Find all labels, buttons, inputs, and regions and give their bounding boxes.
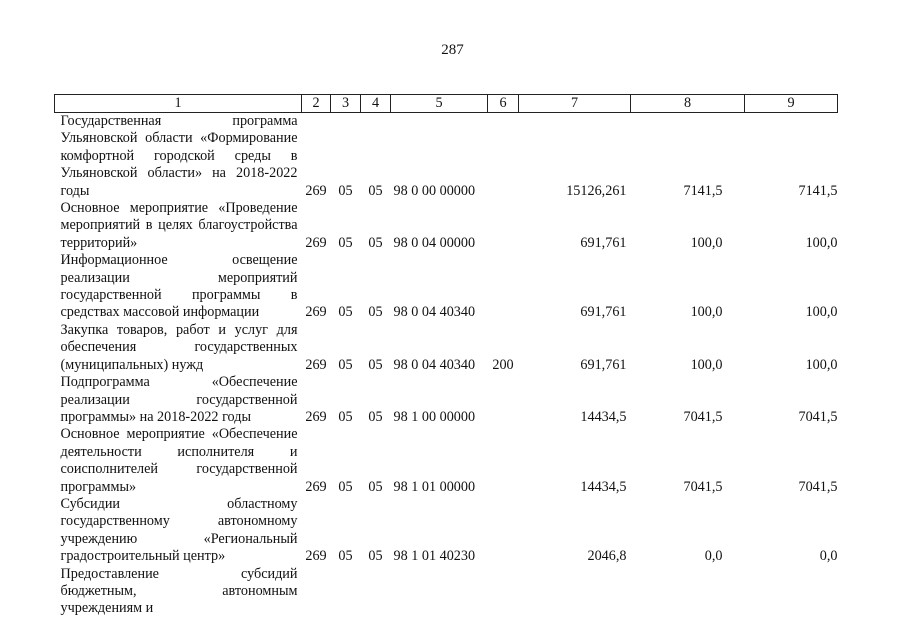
- row-target: [391, 566, 488, 618]
- row-name: Основное мероприятие «Обеспечение деятельности исполнителя и соисполнителей государственной программы»: [60, 426, 298, 495]
- header-col-7: 7: [519, 95, 631, 113]
- row-section: 05: [338, 304, 353, 321]
- row-value-9: [745, 566, 838, 618]
- table-row: [55, 322, 838, 374]
- row-target: 98 0 00 00000: [393, 182, 476, 199]
- row-ministry: 269: [305, 356, 327, 373]
- row-value-9: 100,0: [805, 234, 838, 251]
- row-subsection: 05: [368, 182, 383, 199]
- row-name: Государственная программа Ульяновской области «Формирование комфортной городской среды в Ульяновской области» на 2018-2022 годы: [60, 113, 298, 199]
- row-value-9: 0,0: [819, 548, 838, 565]
- row-ministry: 269: [305, 234, 327, 251]
- row-value-7: 691,761: [580, 356, 627, 373]
- row-value-7: [519, 566, 631, 618]
- row-subsection: 05: [368, 356, 383, 373]
- table-row: [55, 200, 838, 252]
- row-ministry: 269: [305, 408, 327, 425]
- row-subsection: 05: [368, 234, 383, 251]
- header-col-5: 5: [391, 95, 488, 113]
- row-value-9: 7141,5: [798, 182, 838, 199]
- row-value-8: 7041,5: [683, 478, 723, 495]
- row-section: [331, 566, 361, 618]
- row-type: 200: [492, 356, 514, 373]
- row-type: [488, 426, 519, 496]
- row-type: [488, 252, 519, 322]
- table-row: [55, 252, 838, 322]
- row-type: [488, 374, 519, 426]
- header-col-1: 1: [55, 95, 302, 113]
- row-value-9: 100,0: [805, 304, 838, 321]
- row-target: 98 1 00 00000: [393, 408, 476, 425]
- row-value-8: 7041,5: [683, 408, 723, 425]
- row-value-7: 691,761: [580, 304, 627, 321]
- page-number: 287: [441, 42, 464, 58]
- row-value-7: 691,761: [580, 234, 627, 251]
- row-section: 05: [338, 548, 353, 565]
- row-target: 98 0 04 40340: [393, 304, 476, 321]
- row-subsection: 05: [368, 304, 383, 321]
- row-target: 98 1 01 00000: [393, 478, 476, 495]
- row-value-7: 14434,5: [580, 478, 627, 495]
- row-value-8: 100,0: [690, 304, 723, 321]
- table-row: [55, 374, 838, 426]
- table-header-row: [55, 95, 838, 113]
- row-value-8: 100,0: [690, 356, 723, 373]
- row-value-8: 7141,5: [683, 182, 723, 199]
- table-row: [55, 496, 838, 566]
- row-ministry: 269: [305, 478, 327, 495]
- row-subsection: [361, 566, 391, 618]
- row-type: [488, 566, 519, 618]
- row-section: 05: [338, 356, 353, 373]
- row-type: [488, 496, 519, 566]
- row-value-8: 0,0: [704, 548, 723, 565]
- row-value-9: 7041,5: [798, 478, 838, 495]
- row-name: Субсидии областному государственному автономному учреждению «Региональный градостроительный центр»: [60, 495, 298, 565]
- row-ministry: 269: [305, 304, 327, 321]
- row-section: 05: [338, 478, 353, 495]
- header-col-2: 2: [302, 95, 331, 113]
- header-col-9: 9: [745, 95, 838, 113]
- row-type: [488, 113, 519, 201]
- row-ministry: 269: [305, 548, 327, 565]
- row-value-7: 15126,261: [566, 182, 627, 199]
- row-section: 05: [338, 234, 353, 251]
- row-subsection: 05: [368, 548, 383, 565]
- row-name: Основное мероприятие «Проведение мероприятий в целях благоустройства территорий»: [60, 200, 298, 251]
- table-row: [55, 426, 838, 496]
- row-subsection: 05: [368, 478, 383, 495]
- row-name: Информационное освещение реализации мероприятий государственной программы в средствах массовой информации: [60, 252, 298, 321]
- row-name: Подпрограмма «Обеспечение реализации государственной программы» на 2018-2022 годы: [60, 374, 298, 425]
- table-row: [55, 113, 838, 201]
- table-row: [55, 566, 838, 618]
- row-ministry: [302, 566, 331, 618]
- row-target: 98 0 04 40340: [393, 356, 476, 373]
- row-value-8: 100,0: [690, 234, 723, 251]
- header-col-3: 3: [331, 95, 361, 113]
- row-target: 98 0 04 00000: [393, 234, 476, 251]
- row-value-7: 2046,8: [587, 548, 627, 565]
- header-col-8: 8: [631, 95, 745, 113]
- row-ministry: 269: [305, 182, 327, 199]
- row-value-9: 7041,5: [798, 408, 838, 425]
- row-section: 05: [338, 182, 353, 199]
- header-col-6: 6: [488, 95, 519, 113]
- row-type: [488, 200, 519, 252]
- row-name: Предоставление субсидий бюджетным, автономным учреждениям и: [60, 565, 298, 617]
- row-target: 98 1 01 40230: [393, 548, 476, 565]
- row-value-7: 14434,5: [580, 408, 627, 425]
- header-col-4: 4: [361, 95, 391, 113]
- row-value-8: [631, 566, 745, 618]
- row-section: 05: [338, 408, 353, 425]
- row-subsection: 05: [368, 408, 383, 425]
- budget-table: [54, 94, 838, 618]
- row-value-9: 100,0: [805, 356, 838, 373]
- row-name: Закупка товаров, работ и услуг для обеспечения государственных (муниципальных) нужд: [60, 321, 298, 373]
